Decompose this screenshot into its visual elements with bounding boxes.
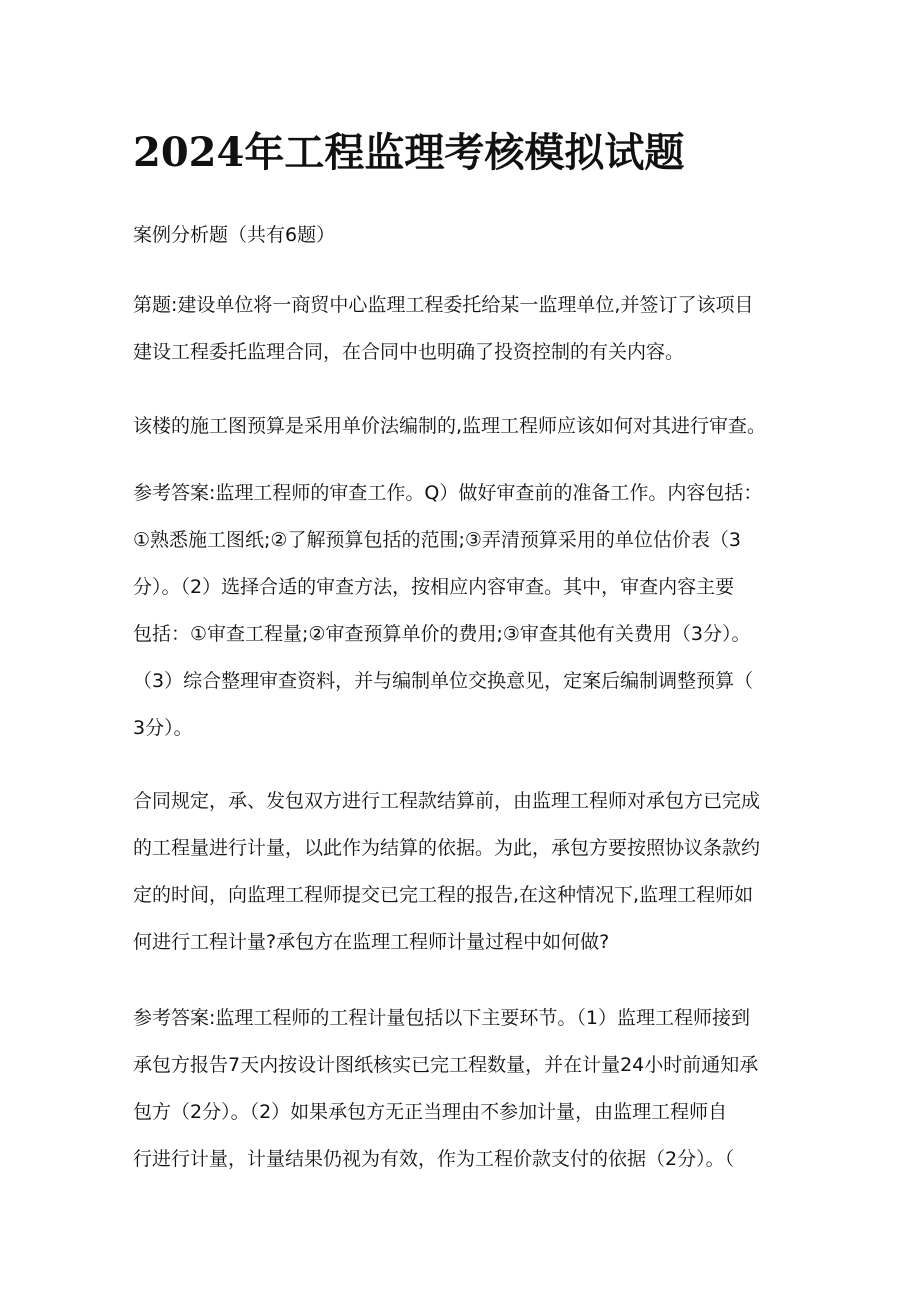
question-1-line: 第题:建设单位将一商贸中心监理工程委托给某一监理单位,并签订了该项目 (133, 294, 754, 316)
section-heading-text: 案例分析题（共有6题） (133, 224, 336, 246)
answer-1-line: ①熟悉施工图纸;②了解预算包括的范围;③弄清预算采用的单位估价表（3 (133, 529, 741, 551)
question-2-paragraph (133, 778, 793, 966)
answer-2-line: 参考答案:监理工程师的工程计量包括以下主要环节。（1）监理工程师接到 (133, 1007, 750, 1029)
document-title: 2024年工程监理考核模拟试题 (133, 129, 685, 176)
question-1-line: 建设工程委托监理合同，在合同中也明确了投资控制的有关内容。 (133, 341, 685, 363)
question-2-line: 合同规定，承、发包双方进行工程款结算前，由监理工程师对承包方已完成 (133, 790, 761, 812)
answer-2-paragraph (133, 995, 793, 1183)
answer-2-line: 行进行计量，计量结果仍视为有效，作为工程价款支付的依据（2分）。（ (133, 1148, 735, 1170)
answer-2-line: 包方（2分）。（2）如果承包方无正当理由不参加计量，由监理工程师自 (133, 1101, 728, 1123)
question-2-line: 的工程量进行计量，以此作为结算的依据。为此，承包方要按照协议条款约 (133, 837, 761, 859)
question-1-paragraph (133, 282, 793, 376)
answer-1-paragraph (133, 470, 793, 752)
question-2-line: 定的时间，向监理工程师提交已完工程的报告,在这种情况下,监理工程师如 (133, 884, 754, 906)
answer-1-line: 分）。（2）选择合适的审查方法，按相应内容审查。其中，审查内容主要 (133, 576, 735, 598)
answer-1-line: （3）综合整理审查资料，并与编制单位交换意见，定案后编制调整预算（ (133, 670, 754, 692)
answer-1-line: 参考答案:监理工程师的审查工作。Q）做好审查前的准备工作。内容包括： (133, 482, 763, 504)
question-1-sub-paragraph (133, 403, 793, 450)
answer-2-line: 承包方报告7天内按设计图纸核实已完工程数量，并在计量24小时前通知承 (133, 1054, 759, 1076)
section-heading (133, 212, 793, 259)
answer-1-line: 包括：①审查工程量;②审查预算单价的费用;③审查其他有关费用（3分）。 (133, 623, 751, 645)
question-2-line: 何进行工程计量?承包方在监理工程师计量过程中如何做? (133, 931, 610, 953)
question-1-sub-line: 该楼的施工图预算是采用单价法编制的,监理工程师应该如何对其进行审查。 (133, 415, 767, 437)
answer-1-line: 3分）。 (133, 717, 193, 739)
